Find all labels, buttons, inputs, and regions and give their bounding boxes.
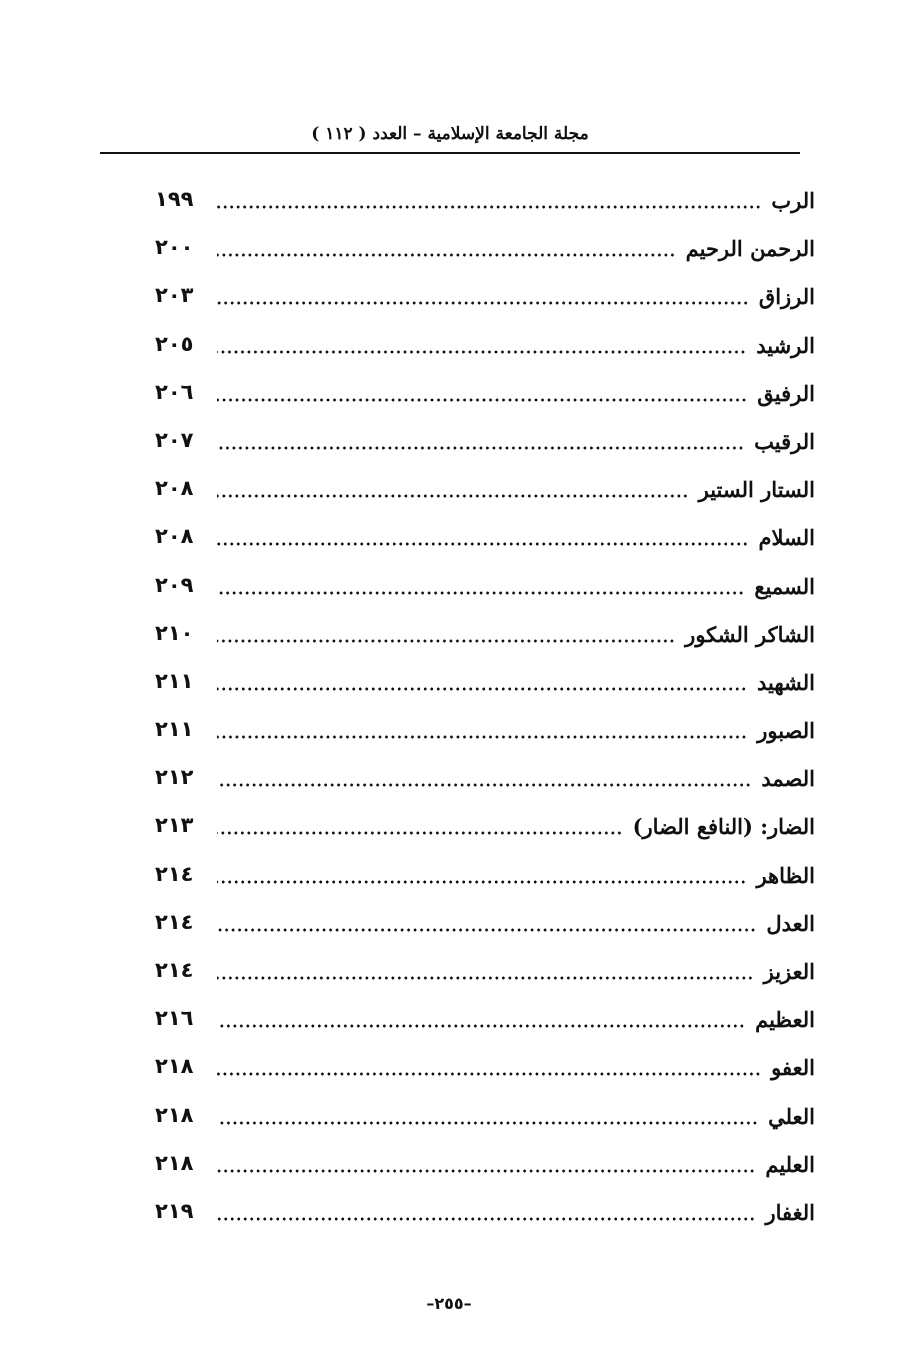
dot-leader: [217, 783, 751, 787]
dot-leader: [217, 1121, 758, 1125]
dot-leader: [217, 639, 675, 643]
toc-entry-page: ٢١٤: [155, 958, 194, 982]
toc-row: [155, 1198, 815, 1246]
toc-entry-name: السلام: [758, 525, 815, 551]
toc-entry-name: العلي: [768, 1103, 815, 1129]
dot-leader: [217, 446, 744, 450]
toc-row: [155, 1150, 815, 1198]
toc-entry-page: ٢٠٥: [155, 331, 194, 356]
toc-row: [155, 668, 815, 716]
toc-entry-page: ٢١٤: [155, 861, 194, 886]
dot-leader: [217, 1169, 755, 1173]
toc-entry-name: العفو: [771, 1055, 815, 1081]
dot-leader: [217, 687, 747, 691]
toc-entry-page: ٢١٢: [155, 765, 194, 790]
toc-entry-page: ٢٠٦: [155, 379, 194, 404]
toc-entry-page: ٢٠٣: [155, 283, 194, 308]
toc-entry-page: ٢١٨: [155, 1054, 194, 1079]
toc-row: [155, 909, 815, 957]
toc-entry-page: ٢١٩: [155, 1198, 194, 1223]
toc-entry-page: ٢١٠: [155, 620, 194, 645]
toc-row: [155, 379, 815, 427]
header-rule: [100, 152, 800, 154]
toc-entry-page: ٢١٤: [155, 909, 194, 934]
toc-row: [155, 957, 815, 1005]
toc-entry-name: الصبور: [757, 718, 815, 744]
toc-entry-name: الشهيد: [756, 669, 815, 695]
toc-row: [155, 186, 815, 234]
toc-row: [155, 234, 815, 282]
toc-row: [155, 523, 815, 571]
toc-entry-name: الضار: (النافع الضار): [632, 814, 815, 840]
dot-leader: [217, 1072, 761, 1076]
toc-entry-page: ٢١٨: [155, 1150, 194, 1175]
toc-row: [155, 861, 815, 909]
toc-row: [155, 620, 815, 668]
toc-row: [155, 427, 815, 475]
toc-entry-name: الصمد: [761, 766, 815, 792]
dot-leader: [217, 591, 744, 595]
toc-row: [155, 812, 815, 860]
dot-leader: [217, 735, 747, 739]
toc-entry-name: الظاهر: [756, 862, 815, 888]
toc-row: [155, 1005, 815, 1053]
page-number: –٢٥٥–: [426, 1294, 472, 1313]
toc-row: [155, 764, 815, 812]
toc-entry-page: ٢١١: [155, 717, 194, 742]
toc-row: [155, 1102, 815, 1150]
toc-entry-page: ١٩٩: [155, 187, 194, 211]
dot-leader: [217, 205, 761, 209]
dot-leader: [217, 928, 756, 932]
page-footer: [0, 1294, 898, 1313]
dot-leader: [217, 350, 746, 354]
toc-entry-name: الستار الستير: [698, 477, 815, 503]
running-header: [100, 118, 800, 158]
toc-entry-name: الرقيب: [754, 428, 815, 454]
dot-leader: [217, 831, 623, 835]
toc-entry-name: الرفيق: [757, 380, 815, 406]
dot-leader: [217, 398, 747, 402]
toc-row: [155, 572, 815, 620]
toc-entry-page: ٢١٣: [155, 813, 194, 838]
toc-entry-name: العزيز: [763, 959, 815, 984]
toc-row: [155, 475, 815, 523]
dot-leader: [217, 1024, 745, 1028]
toc-entry-name: الشاكر الشكور: [685, 621, 815, 647]
toc-row: [155, 716, 815, 764]
table-of-contents: [155, 186, 815, 1246]
toc-entry-name: الرزاق: [758, 284, 815, 310]
toc-entry-name: العدل: [766, 910, 815, 936]
toc-entry-page: ٢٠٩: [155, 572, 194, 597]
toc-entry-page: ٢٠٨: [155, 476, 194, 501]
toc-row: [155, 282, 815, 330]
dot-leader: [217, 301, 749, 305]
toc-entry-name: العظيم: [755, 1007, 815, 1033]
toc-entry-name: الرب: [771, 188, 815, 213]
toc-entry-page: ٢١٨: [155, 1102, 194, 1127]
toc-entry-page: ٢٠٨: [155, 524, 194, 549]
toc-entry-page: ٢٠٧: [155, 427, 194, 452]
toc-entry-page: ٢١١: [155, 668, 194, 693]
toc-entry-name: السميع: [754, 573, 815, 599]
dot-leader: [217, 542, 749, 546]
dot-leader: [217, 494, 689, 498]
dot-leader: [217, 1217, 755, 1221]
toc-row: [155, 331, 815, 379]
toc-entry-name: العليم: [765, 1151, 815, 1177]
toc-entry-name: الغفار: [765, 1199, 815, 1225]
dot-leader: [217, 253, 676, 257]
journal-title: مجلة الجامعة الإسلامية – العدد ( ١١٢ ): [311, 124, 589, 144]
toc-row: [155, 1053, 815, 1101]
toc-entry-name: الرحمن الرحيم: [685, 236, 815, 262]
dot-leader: [217, 976, 754, 980]
toc-entry-name: الرشيد: [756, 332, 815, 358]
toc-entry-page: ٢٠٠: [155, 235, 194, 260]
dot-leader: [217, 880, 746, 884]
toc-entry-page: ٢١٦: [155, 1006, 194, 1031]
